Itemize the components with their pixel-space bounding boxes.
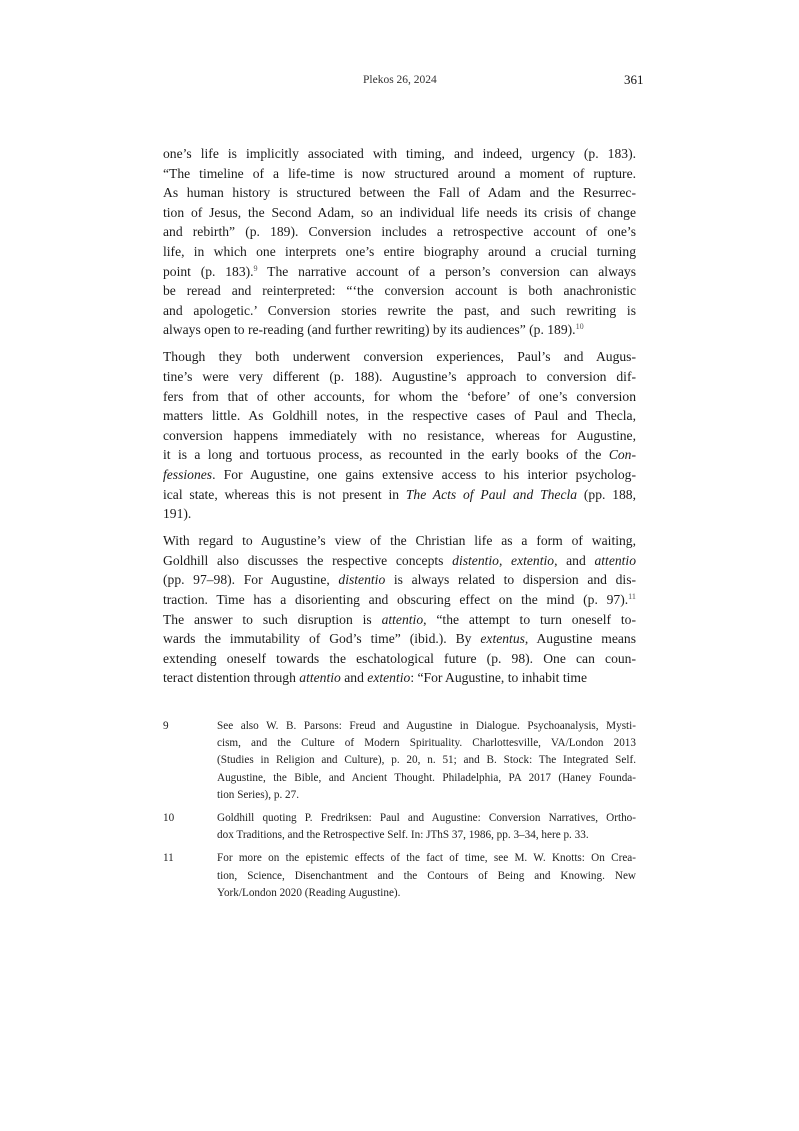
text-segment: wards the immutability of God’s time” (ibid.). By — [163, 631, 481, 647]
footnote-number: 10 — [163, 811, 175, 824]
italic-term: Con- — [608, 447, 636, 463]
text-line — [163, 301, 636, 321]
text-segment: teract distention through — [163, 670, 300, 686]
text-line — [163, 649, 636, 669]
text-segment: (pp. 188, — [577, 486, 637, 502]
text-line — [163, 504, 636, 524]
text-line — [163, 242, 636, 262]
text-line — [163, 320, 636, 340]
footnotes — [163, 718, 636, 908]
text-line — [163, 610, 636, 630]
footnote-line: (Studies in Religion and Culture), p. 20, n. 51; and B. Stock: The Integrated Self. — [217, 754, 636, 767]
paragraph — [163, 347, 636, 523]
footnote-number: 9 — [163, 720, 169, 732]
text-segment: and apologetic.’ Conversion stories rewrite the past, and such rewriting is — [163, 302, 636, 318]
text-segment: Though they both underwent conversion experiences, Paul’s and Augus- — [163, 349, 636, 365]
text-line — [163, 183, 636, 203]
italic-term: attentio — [381, 611, 424, 627]
page-number: 361 — [624, 72, 644, 87]
footnote-line: Goldhill quoting P. Fredriksen: Paul and Augustine: Conversion Narratives, Ortho- — [217, 811, 636, 824]
italic-term: extentus — [480, 631, 525, 647]
text-line — [163, 445, 636, 465]
paragraph — [163, 531, 636, 688]
text-line — [163, 347, 636, 367]
footnote-line: tion Series), p. 27. — [217, 788, 300, 801]
footnote-line: For more on the epistemic effects of the fact of time, see M. W. Knotts: On Crea- — [217, 852, 636, 865]
text-segment: , Augustine means — [524, 631, 636, 647]
text-line — [163, 465, 636, 485]
footnote-line: cism, and the Culture of Modern Spirituality. Charlottesville, VA/London 2013 — [217, 737, 636, 750]
text-line — [163, 668, 636, 688]
running-header: Plekos 26, 2024 — [363, 74, 437, 86]
text-segment: always open to re-reading (and further rewriting) by its audiences” (p. 189). — [163, 322, 576, 338]
text-line — [163, 262, 636, 282]
footnote-text — [217, 850, 636, 902]
text-line — [163, 629, 636, 649]
text-line — [163, 164, 636, 184]
text-segment: one’s life is implicitly associated with timing, and indeed, urgency (p. 183). — [163, 146, 636, 161]
text-segment: As human history is structured between the Fall of Adam and the Resurrec- — [163, 185, 636, 201]
text-segment: The narrative account of a person’s conversion can always — [257, 263, 637, 279]
text-segment: The answer to such disruption is — [163, 611, 382, 627]
italic-term: attentio — [594, 552, 637, 568]
text-segment: traction. Time has a disorienting and obscuring effect on the mind (p. 97). — [163, 592, 629, 608]
text-line — [163, 426, 636, 446]
text-segment: tion of Jesus, the Second Adam, so an individual life needs its crisis of change — [163, 204, 636, 220]
footnote-number: 11 — [163, 852, 174, 865]
text-segment: and rebirth” (p. 189). Conversion includes a retrospective account of one’s — [163, 224, 636, 240]
footnote-line: Augustine, the Bible, and Ancient Thought. Philadelphia, PA 2017 (Haney Founda- — [217, 771, 636, 784]
text-line — [163, 551, 636, 571]
text-segment: conversion happens immediately with no resistance, whereas for Augustine, — [163, 427, 636, 443]
text-segment: it is a long and tortuous process, as recounted in the early books of the — [163, 447, 609, 463]
footnote-text — [217, 810, 636, 844]
text-segment: : “For Augustine, to inhabit time — [410, 670, 588, 686]
text-segment: , and — [554, 552, 595, 568]
italic-term: distentio — [452, 552, 499, 568]
text-line — [163, 222, 636, 242]
text-segment: extending oneself towards the eschatological future (p. 98). One can coun- — [163, 650, 636, 666]
text-segment: ical state, whereas this is not present in — [163, 486, 406, 502]
main-text — [163, 144, 636, 696]
footnote-ref[interactable]: 11 — [628, 592, 636, 602]
text-segment: Goldhill also discusses the respective concepts — [163, 552, 453, 568]
footnote — [163, 850, 636, 902]
text-segment: , — [498, 552, 512, 568]
italic-term: extentio — [511, 552, 555, 568]
footnote-ref[interactable]: 10 — [575, 322, 584, 332]
footnote-text — [217, 718, 636, 804]
paragraph — [163, 144, 636, 340]
text-line — [163, 406, 636, 426]
footnote-line: York/London 2020 (Reading Augustine). — [217, 886, 401, 899]
text-line — [163, 367, 636, 387]
text-segment: 191). — [163, 506, 192, 522]
text-line — [163, 590, 636, 610]
text-segment: “The timeline of a life-time is now structured around a moment of rupture. — [163, 165, 636, 181]
text-segment: life, in which one interprets one’s entire biography around a crucial turning — [163, 243, 636, 259]
footnote-line: See also W. B. Parsons: Freud and Augustine in Dialogue. Psychoanalysis, Mysti- — [217, 720, 636, 732]
footnote-line: dox Traditions, and the Retrospective Self. In: JThS 37, 1986, pp. 3–34, here p. 33. — [217, 829, 589, 842]
text-line — [163, 203, 636, 223]
text-line — [163, 531, 636, 551]
italic-term: extentio — [367, 670, 411, 686]
italic-term: The Acts of Paul and Thecla — [405, 486, 578, 502]
text-line — [163, 485, 636, 505]
text-segment: matters little. As Goldhill notes, in the respective cases of Paul and Thecla, — [163, 408, 636, 424]
text-line — [163, 144, 636, 164]
text-segment: , “the attempt to turn oneself to- — [423, 611, 637, 627]
text-line — [163, 281, 636, 301]
text-segment: (pp. 97–98). For Augustine, — [163, 572, 339, 588]
text-segment: be reread and reinterpreted: “‘the conversion account is both anachronistic — [163, 283, 636, 299]
text-segment: is always related to dispersion and dis- — [385, 572, 637, 588]
footnote-ref[interactable]: 9 — [253, 263, 258, 273]
footnote — [163, 718, 636, 804]
footnote — [163, 810, 636, 844]
text-segment: fers from that of other accounts, for whom the ‘before’ of one’s conversion — [163, 388, 636, 404]
text-segment: tine’s were very different (p. 188). Augustine’s approach to conversion dif- — [163, 369, 636, 385]
italic-term: distentio — [338, 572, 386, 588]
text-line — [163, 570, 636, 590]
text-segment: . For Augustine, one gains extensive access to his interior psycholog- — [212, 467, 636, 482]
text-line — [163, 387, 636, 407]
text-segment: and — [340, 670, 368, 686]
text-segment: point (p. 183). — [163, 263, 254, 279]
text-segment: With regard to Augustine’s view of the Christian life as a form of waiting, — [163, 533, 636, 549]
italic-term: attentio — [299, 670, 341, 686]
italic-term: fessiones — [163, 467, 213, 482]
footnote-line: tion, Science, Disenchantment and the Contours of Being and Knowing. New — [217, 869, 636, 882]
